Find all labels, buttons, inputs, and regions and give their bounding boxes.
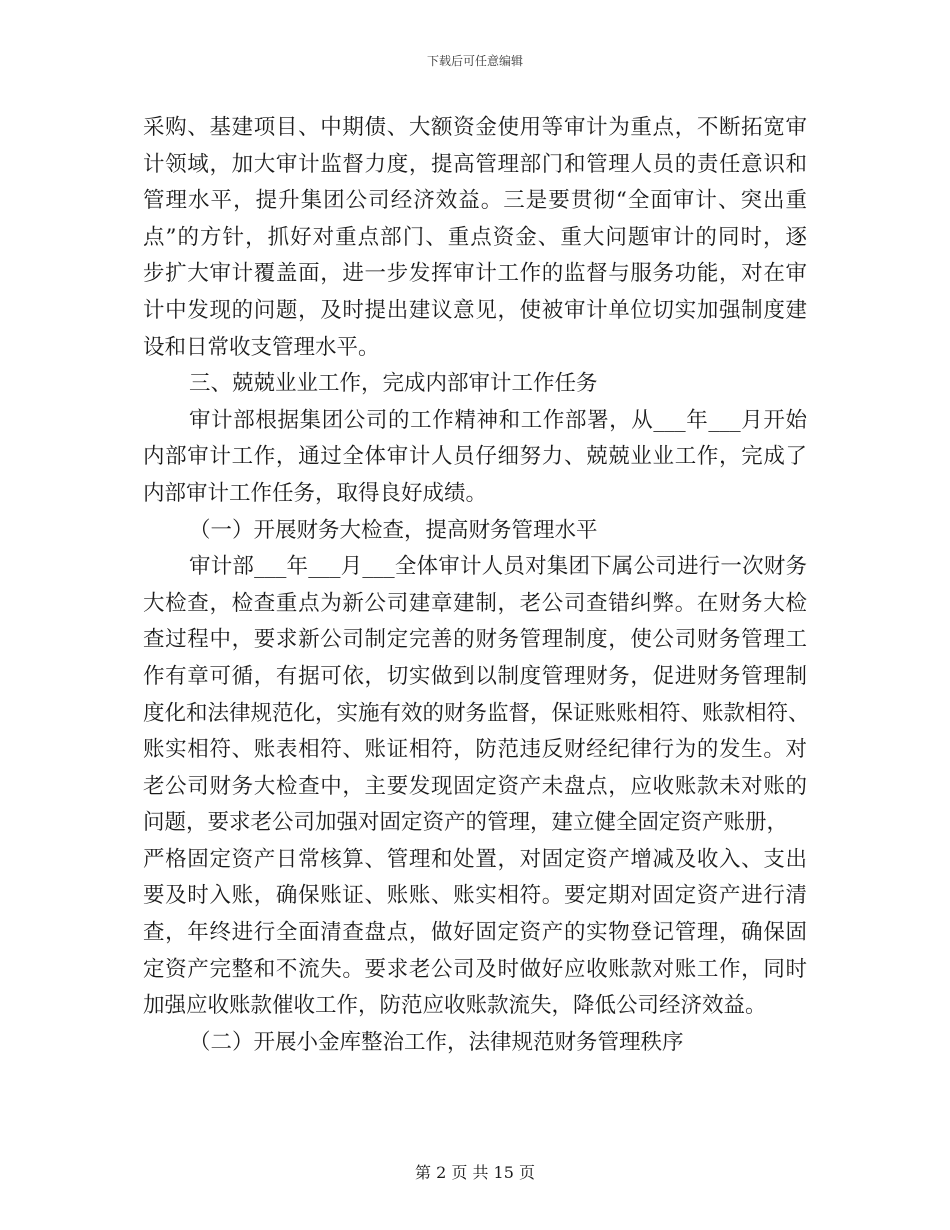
- subsection-heading: （二）开展小金库整治工作，法律规范财务管理秩序: [189, 1029, 684, 1055]
- body-line: 定资产完整和不流失。要求老公司及时做好应收账款对账工作，同时: [143, 956, 807, 982]
- body-line: 要及时入账，确保账证、账账、账实相符。要定期对固定资产进行清: [143, 883, 807, 909]
- body-line: 管理水平，提升集团公司经济效益。三是要贯彻“全面审计、突出重: [143, 188, 807, 214]
- body-line: 度化和法律规范化，实施有效的财务监督，保证账账相符、账款相符、: [143, 700, 810, 726]
- body-line: 设和日常收支管理水平。: [143, 334, 380, 360]
- body-line: 点”的方针，抓好对重点部门、重点资金、重大问题审计的同时，逐: [143, 224, 807, 250]
- document-body: [143, 110, 810, 1061]
- body-line: 计中发现的问题，及时提出建议意见，使被审计单位切实加强制度建: [143, 297, 807, 323]
- body-line: 审计部根据集团公司的工作精神和工作部署，从___年___月开始: [189, 407, 807, 433]
- body-line: 内部审计工作任务，取得良好成绩。: [143, 480, 488, 506]
- body-line: 大检查，检查重点为新公司建章建制，老公司查错纠弊。在财务大检: [143, 590, 807, 616]
- body-line: 作有章可循，有据可依，切实做到以制度管理财务，促进财务管理制: [143, 663, 807, 689]
- subsection-heading: （一）开展财务大检查，提高财务管理水平: [189, 517, 598, 543]
- body-line: 查过程中，要求新公司制定完善的财务管理制度，使公司财务管理工: [143, 627, 807, 653]
- page-header: 下载后可任意编辑: [426, 54, 523, 68]
- body-line: 账实相符、账表相符、账证相符，防范违反财经纪律行为的发生。对: [143, 737, 807, 763]
- body-line: 审计部___年___月___全体审计人员对集团下属公司进行一次财务: [189, 554, 807, 580]
- body-line: 计领域，加大审计监督力度，提高管理部门和管理人员的责任意识和: [143, 151, 807, 177]
- body-line: 加强应收账款催收工作，防范应收账款流失，降低公司经济效益。: [143, 993, 767, 1019]
- body-line: 严格固定资产日常核算、管理和处置，对固定资产增减及收入、支出: [143, 846, 807, 872]
- body-line: 采购、基建项目、中期债、大额资金使用等审计为重点，不断拓宽审: [143, 115, 807, 140]
- body-line: 查，年终进行全面清查盘点，做好固定资产的实物登记管理，确保固: [143, 920, 807, 946]
- section-heading: 三、兢兢业业工作，完成内部审计工作任务: [189, 371, 598, 397]
- body-line: 老公司财务大检查中，主要发现固定资产未盘点，应收账款未对账的: [143, 773, 807, 799]
- page-number: 第 2 页 共 15 页: [415, 1163, 535, 1182]
- body-line: 问题，要求老公司加强对固定资产的管理，建立健全固定资产账册，: [143, 810, 789, 836]
- body-line: 步扩大审计覆盖面，进一步发挥审计工作的监督与服务功能，对在审: [143, 261, 807, 287]
- body-line: 内部审计工作，通过全体审计人员仔细努力、兢兢业业工作，完成了: [143, 444, 807, 470]
